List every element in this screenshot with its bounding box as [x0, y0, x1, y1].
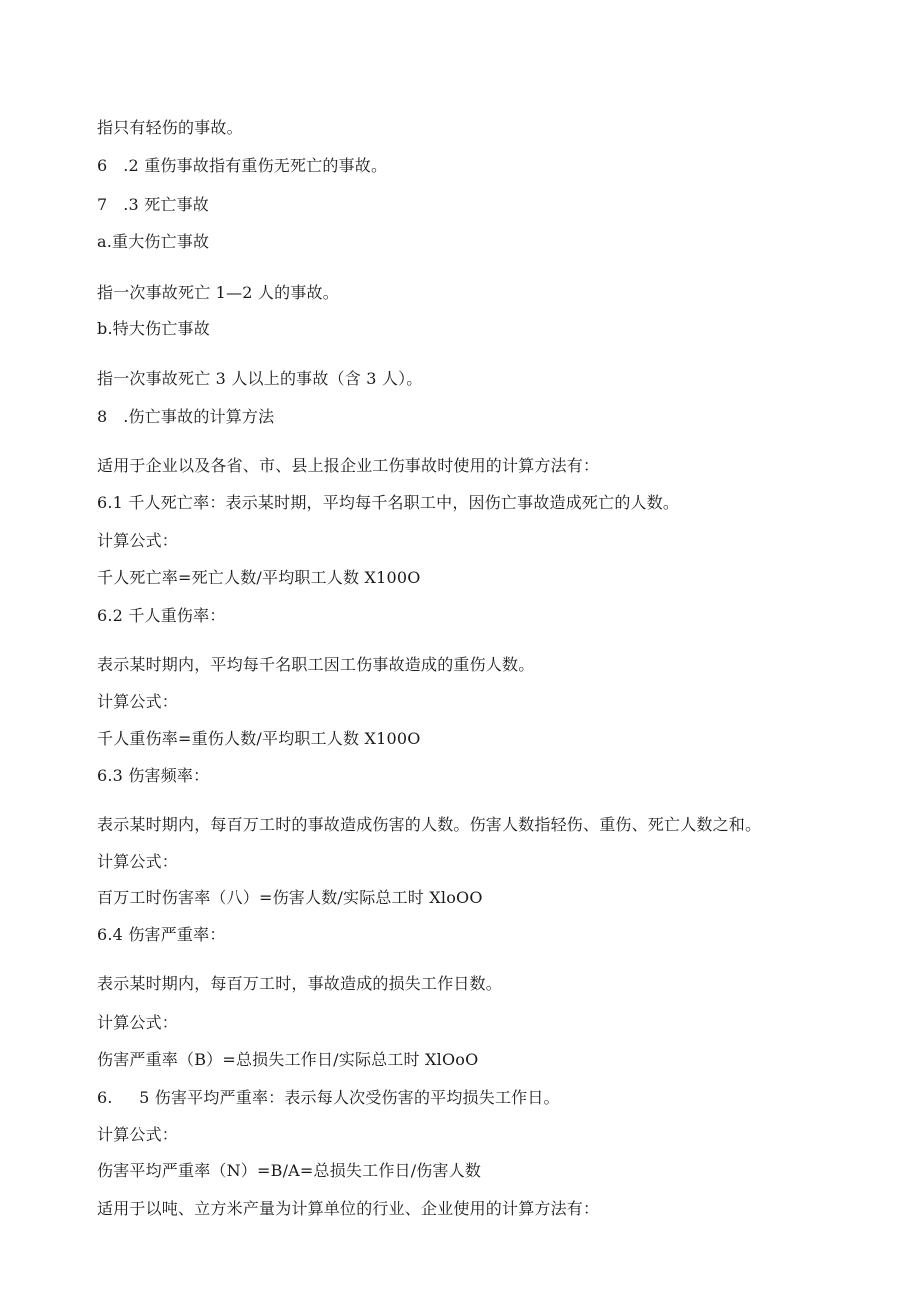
text-line: 百万工时伤害率（八）=伤害人数/实际总工时 XloOO — [97, 888, 483, 907]
text-line: 计算公式： — [97, 852, 179, 871]
text-line: 表示某时期内，每百万工时的事故造成伤害的人数。伤害人数指轻伤、重伤、死亡人数之和。 — [97, 815, 762, 834]
text-line: 指只有轻伤的事故。 — [97, 118, 243, 137]
text-line: 7 .3 死亡事故 — [97, 195, 209, 214]
text-line: 8 .伤亡事故的计算方法 — [97, 407, 275, 426]
text-line: 指一次事故死亡 3 人以上的事故（含 3 人）。 — [97, 369, 423, 388]
text-line: 计算公式： — [97, 692, 179, 711]
text-line: 适用于以吨、立方米产量为计算单位的行业、企业使用的计算方法有： — [97, 1199, 600, 1218]
text-line: 6. 5 伤害平均严重率：表示每人次受伤害的平均损失工作日。 — [97, 1088, 560, 1107]
text-line: 6.3 伤害频率： — [97, 766, 210, 785]
text-line: 千人死亡率=死亡人数/平均职工人数 X100O — [97, 568, 421, 587]
text-line: 表示某时期内，每百万工时，事故造成的损失工作日数。 — [97, 974, 503, 993]
text-line: b.特大伤亡事故 — [97, 319, 210, 338]
text-line: 6 .2 重伤事故指有重伤无死亡的事故。 — [97, 156, 388, 175]
text-line: 计算公式： — [97, 531, 179, 550]
text-line: 千人重伤率=重伤人数/平均职工人数 X100O — [97, 729, 421, 748]
text-line: 计算公式： — [97, 1013, 179, 1032]
text-line: 6.2 千人重伤率： — [97, 606, 226, 625]
text-line: a.重大伤亡事故 — [97, 232, 210, 251]
text-line: 计算公式： — [97, 1125, 179, 1144]
text-line: 6.4 伤害严重率： — [97, 925, 226, 944]
text-line: 适用于企业以及各省、市、县上报企业工伤事故时使用的计算方法有： — [97, 456, 600, 475]
text-line: 6.1 千人死亡率：表示某时期，平均每千名职工中，因伤亡事故造成死亡的人数。 — [97, 493, 680, 512]
text-line: 指一次事故死亡 1—2 人的事故。 — [97, 283, 339, 302]
text-line: 伤害严重率（B）=总损失工作日/实际总工时 XlOoO — [97, 1050, 479, 1069]
text-line: 伤害平均严重率（N）=B/A=总损失工作日/伤害人数 — [97, 1161, 482, 1180]
text-line: 表示某时期内，平均每千名职工因工伤事故造成的重伤人数。 — [97, 655, 535, 674]
